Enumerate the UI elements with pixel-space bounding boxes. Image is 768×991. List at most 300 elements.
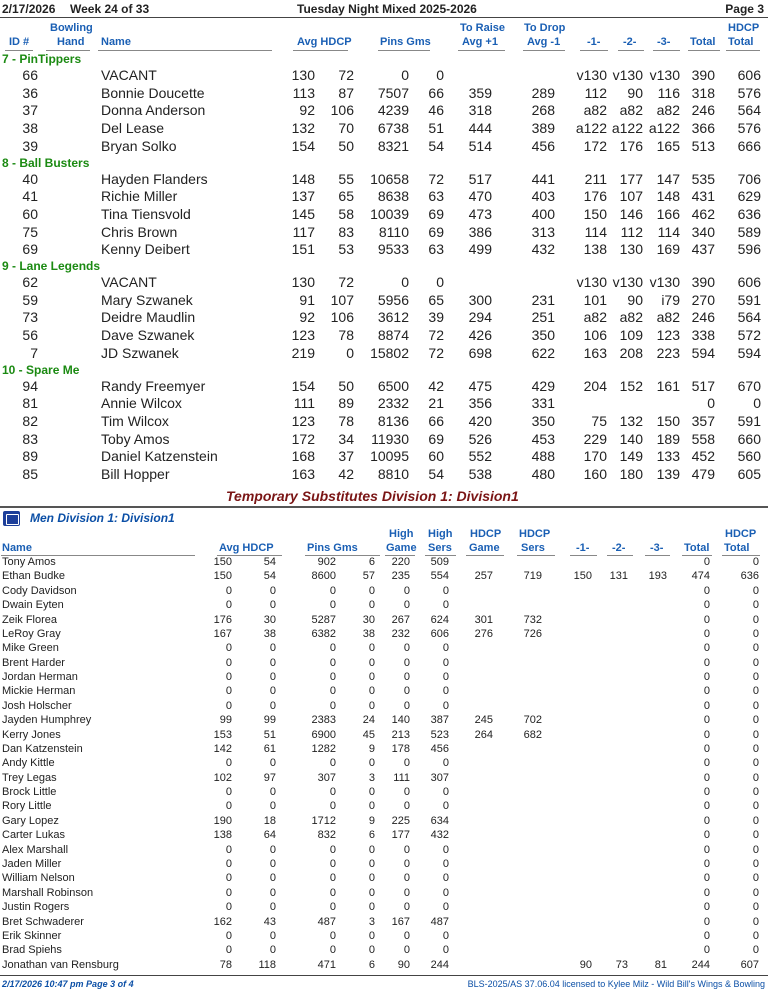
sub-total: 0 [703, 599, 710, 612]
sub-handicap: 38 [263, 627, 276, 640]
sub-average: 0 [225, 656, 232, 669]
bowler-name: Dave Szwanek [101, 327, 195, 344]
sub-games: 0 [368, 642, 375, 655]
hdcp-total: 596 [737, 241, 761, 258]
sub-hdcp-total: 0 [752, 742, 759, 755]
sub-hdcp-series: 702 [523, 714, 542, 727]
footer-left: 2/17/2026 10:47 pm Page 3 of 4 [2, 979, 134, 989]
game-1-score: 106 [583, 327, 607, 344]
sub-pins: 0 [329, 685, 336, 698]
col-bowling-hand: Hand [57, 36, 85, 48]
bowler-handicap: 106 [330, 309, 354, 326]
sub-pins: 0 [329, 584, 336, 597]
bowler-pins: 11930 [371, 430, 409, 447]
bowler-handicap: 58 [338, 205, 354, 222]
sub-game-1: 150 [573, 570, 592, 583]
to-raise-avg: 359 [468, 84, 492, 101]
bowler-id: 73 [22, 309, 38, 326]
col-pins-gms: Pins Gms [380, 36, 431, 48]
bowler-pins: 2332 [377, 395, 409, 412]
bowler-average: 132 [291, 120, 315, 137]
series-total: 594 [691, 344, 715, 361]
header-underline [458, 50, 505, 51]
bowler-id: 36 [22, 84, 38, 101]
sub-hdcp-total: 0 [752, 699, 759, 712]
sub-total: 0 [703, 786, 710, 799]
sub-name: LeRoy Gray [2, 627, 61, 640]
bowler-handicap: 89 [338, 395, 354, 412]
sub-col-high-game: Game [386, 542, 417, 554]
sub-col-hdcp-series: HDCP [519, 528, 551, 540]
bowler-handicap: 78 [338, 327, 354, 344]
sub-pins: 8600 [311, 570, 336, 583]
sub-average: 0 [225, 671, 232, 684]
sub-high-game: 0 [403, 642, 410, 655]
sub-high-series: 0 [442, 786, 449, 799]
game-1-score: a82 [583, 102, 607, 119]
sub-col-avg-hdcp: Avg HDCP [219, 542, 274, 554]
header-underline [688, 50, 720, 51]
sub-pins: 0 [329, 671, 336, 684]
game-2-score: v130 [612, 67, 643, 83]
game-2-score: 132 [619, 412, 643, 429]
sub-total: 0 [703, 771, 710, 784]
sub-hdcp-total: 0 [752, 901, 759, 914]
game-2-score: 176 [619, 137, 643, 154]
game-2-score: v130 [612, 274, 643, 290]
sub-high-series: 0 [442, 584, 449, 597]
to-drop-avg: 268 [531, 102, 555, 119]
sub-total: 0 [703, 843, 710, 856]
bowler-handicap: 55 [338, 170, 354, 187]
sub-name: Carter Lukas [2, 829, 65, 842]
sub-high-series: 606 [430, 627, 449, 640]
bowler-name: Bonnie Doucette [101, 84, 205, 101]
sub-games: 45 [362, 728, 375, 741]
sub-games: 24 [362, 714, 375, 727]
game-3-score: a122 [648, 120, 680, 137]
sub-pins: 0 [329, 944, 336, 957]
sub-name: Cody Davidson [2, 584, 77, 597]
col-game-1: -1- [587, 36, 601, 48]
sub-game-3: 81 [654, 958, 667, 971]
bowler-id: 41 [22, 188, 38, 205]
sub-high-game: 0 [403, 929, 410, 942]
bowler-games: 60 [428, 448, 444, 465]
game-2-score: a82 [619, 102, 643, 119]
bowler-games: 72 [428, 170, 444, 187]
to-drop-avg: 313 [531, 223, 555, 240]
game-3-score: 169 [656, 241, 680, 258]
sub-high-game: 0 [403, 671, 410, 684]
bowler-handicap: 72 [338, 274, 354, 290]
game-3-score: 223 [656, 344, 680, 361]
hdcp-total: 572 [737, 327, 761, 344]
sub-name: Brad Spiehs [2, 944, 62, 957]
team-name: 10 - Spare Me [2, 362, 80, 377]
sub-col-high-game: High [389, 528, 414, 540]
sub-name: Rory Little [2, 800, 52, 813]
game-1-score: 211 [584, 170, 607, 187]
hdcp-total: 576 [737, 120, 761, 137]
sub-high-game: 0 [403, 901, 410, 914]
hdcp-total: 591 [737, 291, 761, 308]
sub-name: Jaden Miller [2, 857, 62, 870]
sub-total: 0 [703, 656, 710, 669]
sub-total: 0 [703, 814, 710, 827]
sub-hdcp-total: 0 [752, 944, 759, 957]
sub-pins: 0 [329, 757, 336, 770]
report-date: 2/17/2026 [2, 2, 56, 16]
bowler-games: 72 [428, 327, 444, 344]
game-2-score: 152 [619, 377, 643, 394]
bowler-name: Randy Freemyer [101, 377, 206, 394]
game-1-score: 229 [583, 430, 607, 447]
series-total: 452 [691, 448, 715, 465]
sub-pins: 902 [317, 556, 336, 568]
bowler-name: Deidre Maudlin [101, 309, 196, 326]
bowler-name: Toby Amos [101, 430, 170, 447]
bowler-id: 62 [22, 274, 38, 290]
game-1-score: a122 [575, 120, 607, 137]
sub-high-series: 0 [442, 757, 449, 770]
to-drop-avg: 480 [531, 466, 555, 482]
bowler-games: 69 [428, 223, 444, 240]
bowler-name: Annie Wilcox [101, 395, 182, 412]
sub-total: 0 [703, 627, 710, 640]
sub-total: 0 [703, 584, 710, 597]
bowler-average: 130 [291, 67, 315, 83]
bowler-handicap: 65 [338, 188, 354, 205]
hdcp-total: 560 [737, 448, 761, 465]
game-3-score: v130 [649, 274, 680, 290]
to-raise-avg: 475 [468, 377, 492, 394]
sub-average: 0 [225, 584, 232, 597]
game-2-score: 130 [619, 241, 643, 258]
to-drop-avg: 350 [531, 412, 555, 429]
sub-pins: 6382 [311, 627, 336, 640]
bowler-pins: 4239 [377, 102, 409, 119]
game-3-score: 189 [656, 430, 680, 447]
bowler-handicap: 50 [338, 137, 354, 154]
series-total: 357 [691, 412, 715, 429]
game-2-score: 177 [619, 170, 643, 187]
sub-pins: 0 [329, 656, 336, 669]
bowler-pins: 0 [401, 274, 409, 290]
sub-handicap: 118 [258, 958, 276, 971]
bowler-pins: 9533 [377, 241, 409, 258]
bowler-id: 66 [22, 67, 38, 83]
sub-games: 0 [368, 886, 375, 899]
bowler-name: Tim Wilcox [101, 412, 169, 429]
sub-pins: 0 [329, 642, 336, 655]
bowler-handicap: 42 [338, 466, 354, 482]
bowler-average: 113 [292, 84, 315, 101]
col-id: ID # [9, 36, 30, 48]
header-divider [0, 17, 768, 18]
sub-games: 9 [368, 814, 375, 827]
col-hdcp-total: HDCP [728, 22, 760, 34]
bowler-id: 85 [22, 466, 38, 482]
sub-hdcp-series: 682 [523, 728, 542, 741]
bowler-id: 81 [22, 395, 38, 412]
game-2-score: 208 [619, 344, 643, 361]
sub-hdcp-total: 0 [752, 843, 759, 856]
sub-high-series: 487 [430, 915, 449, 928]
col-hdcp-total: Total [728, 36, 754, 48]
series-total: 431 [691, 188, 715, 205]
sub-handicap: 0 [269, 757, 276, 770]
sub-high-game: 213 [391, 728, 410, 741]
sub-high-game: 0 [403, 872, 410, 885]
bowler-icon [3, 511, 20, 526]
sub-hdcp-total: 0 [752, 656, 759, 669]
sub-total: 0 [703, 556, 710, 568]
hdcp-total: 660 [737, 430, 761, 447]
section-divider [0, 506, 768, 508]
sub-average: 176 [213, 613, 232, 626]
sub-high-series: 0 [442, 671, 449, 684]
sub-high-series: 0 [442, 872, 449, 885]
sub-high-series: 0 [442, 843, 449, 856]
sub-total: 0 [703, 613, 710, 626]
game-3-score: 116 [657, 84, 680, 101]
sub-games: 38 [362, 627, 375, 640]
sub-high-game: 235 [391, 570, 410, 583]
sub-header-underline [607, 555, 633, 556]
bowler-id: 83 [22, 430, 38, 447]
header-underline [378, 50, 430, 51]
sub-average: 162 [213, 915, 232, 928]
bowler-pins: 6500 [377, 377, 409, 394]
bowler-id: 60 [22, 205, 38, 222]
header-underline [46, 50, 90, 51]
sub-total: 0 [703, 699, 710, 712]
sub-name: Josh Holscher [2, 699, 72, 712]
sub-handicap: 51 [263, 728, 276, 741]
sub-pins: 0 [329, 599, 336, 612]
game-3-score: 123 [656, 327, 680, 344]
sub-handicap: 0 [269, 800, 276, 813]
bowler-games: 66 [428, 84, 444, 101]
sub-hdcp-total: 0 [752, 886, 759, 899]
sub-average: 0 [225, 757, 232, 770]
sub-hdcp-total: 0 [752, 714, 759, 727]
sub-name: Erik Skinner [2, 929, 62, 942]
header-underline [653, 50, 680, 51]
bowler-name: Bryan Solko [101, 137, 177, 154]
to-raise-avg: 386 [468, 223, 492, 240]
game-3-score: 147 [656, 170, 680, 187]
game-1-score: 112 [584, 84, 607, 101]
col-name: Name [101, 36, 131, 48]
to-raise-avg: 514 [468, 137, 492, 154]
bowler-handicap: 37 [338, 448, 354, 465]
bowler-name: Chris Brown [101, 223, 178, 240]
sub-total: 0 [703, 685, 710, 698]
to-drop-avg: 622 [531, 344, 555, 361]
sub-col-hdcp-series: Sers [521, 542, 545, 554]
sub-hdcp-game: 257 [474, 570, 493, 583]
col-bowling-hand: Bowling [50, 22, 93, 34]
game-2-score: 90 [627, 291, 643, 308]
bowler-pins: 15802 [370, 344, 409, 361]
bowler-id: 89 [22, 448, 38, 465]
hdcp-total: 0 [753, 395, 761, 412]
hdcp-total: 594 [737, 344, 761, 361]
hdcp-total: 605 [737, 466, 761, 482]
sub-name: Tony Amos [2, 556, 56, 568]
sub-hdcp-total: 0 [752, 915, 759, 928]
sub-total: 0 [703, 886, 710, 899]
to-drop-avg: 400 [531, 205, 555, 222]
sub-high-game: 220 [391, 556, 410, 568]
sub-total: 244 [691, 958, 710, 971]
sub-col-high-series: High [428, 528, 453, 540]
sub-total: 474 [691, 570, 710, 583]
sub-high-game: 0 [403, 800, 410, 813]
game-3-score: a82 [656, 102, 680, 119]
to-raise-avg: 294 [468, 309, 492, 326]
game-3-score: i79 [661, 291, 680, 308]
sub-average: 0 [225, 901, 232, 914]
sub-hdcp-total: 0 [752, 929, 759, 942]
bowler-games: 63 [428, 241, 444, 258]
sub-handicap: 97 [263, 771, 276, 784]
sub-average: 150 [213, 570, 232, 583]
sub-header-underline [466, 555, 504, 556]
bowler-average: 111 [293, 395, 315, 412]
col-game-3: -3- [657, 36, 671, 48]
sub-games: 0 [368, 929, 375, 942]
bowler-handicap: 87 [338, 84, 354, 101]
sub-name: Dan Katzenstein [2, 742, 83, 755]
to-raise-avg: 526 [468, 430, 492, 447]
sub-games: 0 [368, 901, 375, 914]
game-1-score: 101 [583, 291, 607, 308]
bowler-games: 63 [428, 188, 444, 205]
bowler-pins: 10039 [370, 205, 409, 222]
header-underline [293, 50, 348, 51]
bowler-pins: 8110 [378, 223, 409, 240]
header-underline [523, 50, 565, 51]
bowler-pins: 3612 [377, 309, 409, 326]
col-game-2: -2- [623, 36, 637, 48]
to-raise-avg: 426 [468, 327, 492, 344]
sub-high-game: 0 [403, 857, 410, 870]
game-1-score: v130 [576, 274, 607, 290]
sub-high-game: 267 [391, 613, 410, 626]
sub-games: 3 [368, 915, 375, 928]
sub-total: 0 [703, 915, 710, 928]
to-raise-avg: 552 [468, 448, 492, 465]
sub-total: 0 [703, 642, 710, 655]
sub-high-series: 0 [442, 800, 449, 813]
sub-header-underline [517, 555, 555, 556]
sub-total: 0 [703, 857, 710, 870]
bowler-pins: 8321 [377, 137, 409, 154]
game-1-score: 176 [583, 188, 607, 205]
sub-handicap: 0 [269, 671, 276, 684]
bowler-games: 72 [428, 344, 444, 361]
sub-high-series: 509 [430, 556, 449, 568]
sub-hdcp-game: 276 [474, 627, 493, 640]
sub-high-game: 0 [403, 699, 410, 712]
sub-high-game: 0 [403, 757, 410, 770]
to-drop-avg: 403 [531, 188, 555, 205]
game-2-score: 146 [619, 205, 643, 222]
sub-hdcp-total: 0 [752, 814, 759, 827]
sub-handicap: 54 [263, 570, 276, 583]
bowler-average: 130 [291, 274, 315, 290]
sub-average: 0 [225, 642, 232, 655]
sub-handicap: 43 [263, 915, 276, 928]
sub-pins: 0 [329, 843, 336, 856]
game-1-score: 138 [583, 241, 607, 258]
sub-name: Brock Little [2, 786, 57, 799]
bowler-handicap: 34 [338, 430, 354, 447]
to-drop-avg: 432 [531, 241, 555, 258]
series-total: 338 [691, 327, 715, 344]
sub-name: William Nelson [2, 872, 75, 885]
sub-average: 0 [225, 685, 232, 698]
sub-total: 0 [703, 800, 710, 813]
game-3-score: 165 [656, 137, 680, 154]
sub-col-high-series: Sers [428, 542, 452, 554]
sub-handicap: 0 [269, 944, 276, 957]
sub-high-game: 225 [391, 814, 410, 827]
sub-high-series: 307 [430, 771, 449, 784]
sub-average: 78 [219, 958, 232, 971]
bowler-name: Mary Szwanek [101, 291, 193, 308]
sub-games: 3 [368, 771, 375, 784]
sub-hdcp-series: 726 [523, 627, 542, 640]
sub-average: 0 [225, 800, 232, 813]
sub-handicap: 0 [269, 872, 276, 885]
sub-handicap: 0 [269, 901, 276, 914]
sub-col-name: Name [2, 542, 32, 554]
game-1-score: v130 [576, 67, 607, 83]
sub-pins: 0 [329, 857, 336, 870]
to-raise-avg: 356 [468, 395, 492, 412]
sub-games: 0 [368, 685, 375, 698]
series-total: 270 [691, 291, 715, 308]
bowler-id: 59 [22, 291, 38, 308]
sub-high-series: 0 [442, 699, 449, 712]
sub-handicap: 0 [269, 786, 276, 799]
series-total: 517 [691, 377, 715, 394]
sub-name: Brent Harder [2, 656, 65, 669]
sub-games: 0 [368, 671, 375, 684]
sub-high-game: 0 [403, 599, 410, 612]
sub-high-series: 624 [430, 613, 449, 626]
bowler-handicap: 83 [338, 223, 354, 240]
series-total: 246 [691, 309, 715, 326]
bowler-handicap: 78 [338, 412, 354, 429]
bowler-games: 65 [428, 291, 444, 308]
series-total: 340 [691, 223, 715, 240]
series-total: 390 [691, 274, 715, 290]
sub-high-game: 232 [391, 627, 410, 640]
sub-high-series: 0 [442, 944, 449, 957]
sub-hdcp-total: 0 [752, 757, 759, 770]
sub-games: 0 [368, 800, 375, 813]
sub-average: 99 [219, 714, 232, 727]
series-total: 535 [691, 170, 715, 187]
sub-hdcp-total: 0 [752, 786, 759, 799]
bowler-games: 39 [428, 309, 444, 326]
team-name: 8 - Ball Busters [2, 155, 90, 170]
